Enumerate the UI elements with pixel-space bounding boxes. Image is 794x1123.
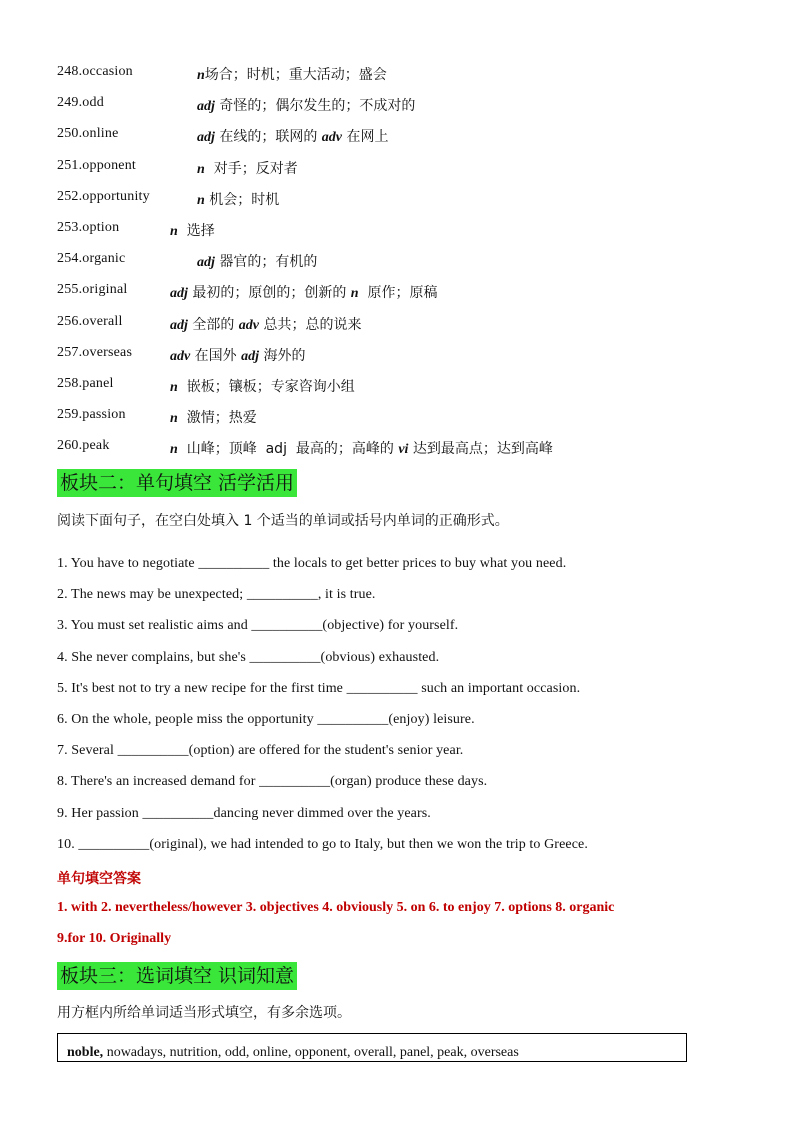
part-of-speech: n: [350, 286, 359, 302]
vocab-definition: [197, 158, 298, 178]
sentence-item: 7. Several __________(option) are offered for the student's senior year.: [57, 743, 464, 759]
vocab-word: 252.opportunity: [57, 188, 150, 204]
vocab-word: 254.organic: [57, 251, 126, 267]
vocab-word: 257.overseas: [57, 344, 133, 360]
vocab-definition: [197, 126, 388, 146]
answer-line-1: 1. with 2. nevertheless/however 3. objectives 4. obviously 5. on 6. to enjoy 7. options 8. organic: [57, 900, 615, 915]
definition-text: 嵌板；镶板；专家咨询小组: [177, 379, 355, 395]
part-of-speech: n: [197, 68, 205, 83]
definition-text: 机会；时机: [204, 191, 280, 208]
definition-text: 场合；时机；重大活动；盛会: [204, 67, 387, 83]
definition-text: 奇怪的；偶尔发生的；不成对的: [214, 98, 416, 115]
vocab-definition: [197, 64, 387, 84]
vocab-definition: [170, 407, 257, 427]
vocab-word: 260.peak: [57, 438, 110, 454]
part-of-speech: n: [170, 224, 178, 239]
section-three-instruction: 用方框内所给单词适当形式填空，有多余选项。: [57, 1005, 351, 1021]
section-two-instruction: 阅读下面句子，在空白处填入 1 个适当的单词或括号内单词的正确形式。: [57, 513, 509, 529]
vocab-definition: [197, 189, 279, 209]
part-of-speech: adj: [197, 130, 215, 146]
vocab-word: 250.online: [57, 126, 119, 142]
definition-text: 在国外: [190, 347, 242, 364]
section-three-header: 板块三：选词填空 识词知意: [57, 962, 297, 990]
sentence-item: 1. You have to negotiate __________ the locals to get better prices to buy what you need.: [57, 556, 567, 571]
vocab-word: 259.passion: [57, 407, 126, 423]
vocab-definition: [170, 220, 215, 240]
sentence-item: 9. Her passion __________dancing never dimmed over the years.: [57, 805, 431, 821]
word-bank-first: noble,: [67, 1045, 104, 1060]
vocab-word: 255.original: [57, 282, 128, 298]
section-two-header: 板块二：单句填空 活学活用: [57, 469, 297, 497]
part-of-speech: adj: [241, 348, 260, 364]
vocab-definition: [170, 282, 438, 302]
vocab-word: 251.opponent: [57, 157, 137, 173]
part-of-speech: n: [197, 192, 205, 208]
part-of-speech: adj: [170, 286, 188, 302]
part-of-speech: vi: [398, 442, 409, 458]
definition-text: 在网上: [342, 129, 389, 146]
answer-line-2: 9.for 10. Originally: [57, 931, 172, 946]
vocab-definition: [197, 95, 415, 115]
vocab-definition: [170, 438, 553, 458]
sentence-item: 10. __________(original), we had intended to go to Italy, but then we won the trip to Greece.: [57, 836, 588, 852]
definition-text: 海外的: [259, 347, 306, 364]
vocab-definition: [170, 314, 361, 334]
part-of-speech: adj: [197, 99, 215, 115]
sentence-item: 6. On the whole, people miss the opportunity __________(enjoy) leisure.: [57, 712, 475, 727]
part-of-speech: n: [170, 411, 178, 427]
sentence-item: 5. It's best not to try a new recipe for the first time __________ such an important occasion.: [57, 680, 581, 696]
part-of-speech: n: [170, 380, 178, 395]
definition-text: 最初的；原创的；创新的: [187, 285, 351, 302]
part-of-speech: adv: [238, 317, 260, 333]
definition-text: 山峰；顶峰 adj 最高的；高峰的: [177, 441, 399, 458]
vocab-definition: [170, 345, 305, 365]
definition-text: 对手；反对者: [204, 160, 298, 177]
sentence-item: 4. She never complains, but she's __________(obvious) exhausted.: [57, 649, 440, 665]
answer-title: 单句填空答案: [57, 871, 141, 887]
vocab-word: 248.occasion: [57, 64, 133, 79]
definition-text: 选择: [177, 223, 215, 239]
vocab-word: 258.panel: [57, 376, 114, 391]
part-of-speech: adv: [321, 130, 343, 146]
part-of-speech: adj: [170, 317, 188, 333]
part-of-speech: n: [170, 442, 178, 458]
definition-text: 总共；总的说来: [259, 316, 362, 333]
vocab-word: 256.overall: [57, 313, 123, 329]
vocab-definition: [197, 251, 317, 271]
sentence-item: 8. There's an increased demand for __________(organ) produce these days.: [57, 774, 488, 790]
vocab-word: 253.option: [57, 220, 120, 235]
sentence-item: 3. You must set realistic aims and __________(objective) for yourself.: [57, 618, 459, 634]
part-of-speech: adj: [197, 255, 215, 271]
word-bank-rest: nowadays, nutrition, odd, online, opponent, overall, panel, peak, overseas: [103, 1045, 519, 1060]
definition-text: 器官的；有机的: [214, 254, 318, 271]
word-bank-box: [57, 1033, 687, 1062]
part-of-speech: adv: [170, 348, 191, 364]
definition-text: 达到最高点；达到高峰: [408, 441, 553, 458]
definition-text: 原作；原稿: [358, 285, 438, 302]
vocab-word: 249.odd: [57, 95, 104, 111]
definition-text: 激情；热爱: [177, 410, 257, 427]
definition-text: 全部的: [187, 316, 239, 333]
word-bank-text: [67, 1045, 519, 1061]
part-of-speech: n: [197, 161, 205, 177]
vocab-definition: [170, 376, 355, 396]
sentence-item: 2. The news may be unexpected; __________, it is true.: [57, 587, 376, 603]
definition-text: 在线的；联网的: [214, 129, 322, 146]
